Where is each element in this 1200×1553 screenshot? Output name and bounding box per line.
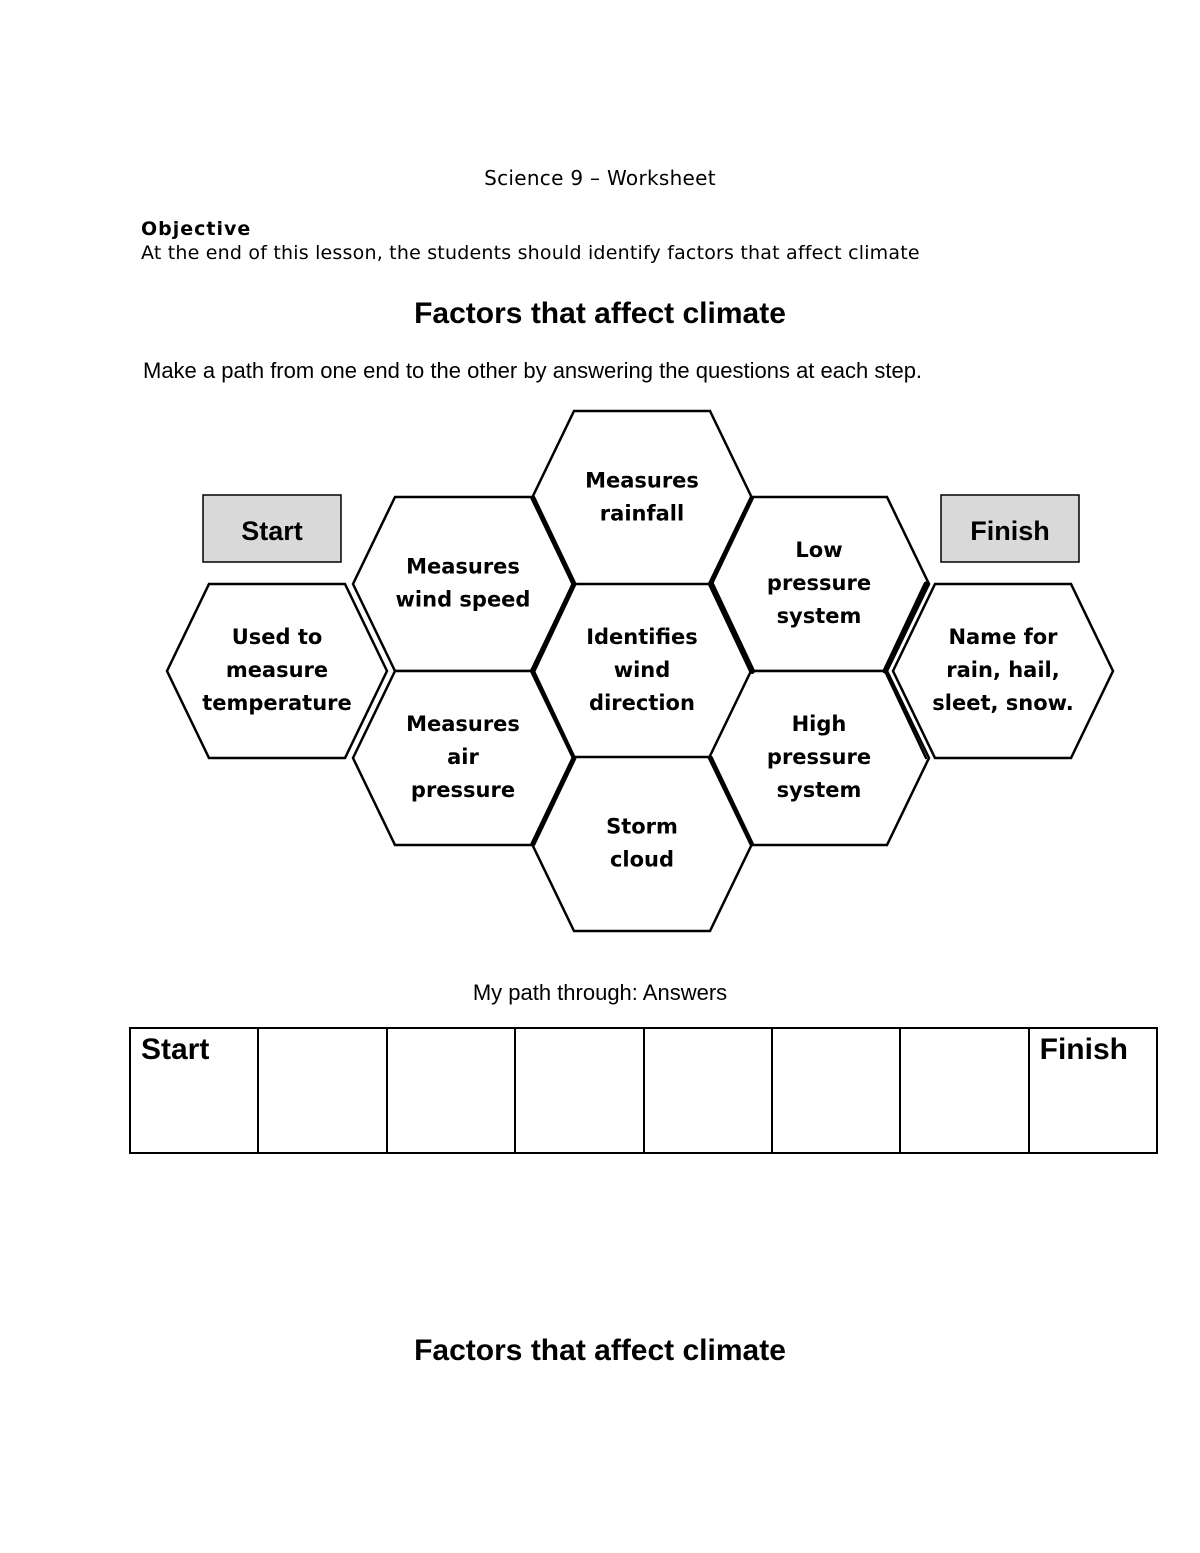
answer-cell[interactable] bbox=[387, 1028, 515, 1153]
finish-box-label: Finish bbox=[970, 516, 1050, 547]
hexagon-label-line: rain, hail, bbox=[946, 658, 1060, 682]
hexagon-label-line: High bbox=[791, 712, 847, 736]
hexagon-label-line: direction bbox=[589, 691, 695, 715]
hexagon-label-line: sleet, snow. bbox=[932, 691, 1074, 715]
hexagon-shape bbox=[532, 411, 752, 585]
hexagon-label-line: Name for bbox=[948, 625, 1058, 649]
answer-cell[interactable] bbox=[515, 1028, 643, 1153]
objective-text: At the end of this lesson, the students should identify factors that affect climate bbox=[141, 242, 920, 264]
page-title-repeat: Factors that affect climate bbox=[414, 1334, 786, 1367]
hexagon-label-line: Measures bbox=[406, 554, 520, 579]
hexagon-label-line: Measures bbox=[585, 468, 699, 493]
hexagon-label-line: Identifies bbox=[586, 625, 698, 649]
answer-cell[interactable] bbox=[644, 1028, 772, 1153]
hexagon-identifies-wind-direction[interactable] bbox=[532, 584, 752, 758]
instruction-text: Make a path from one end to the other by answering the questions at each step. bbox=[143, 358, 923, 383]
answer-cell[interactable] bbox=[900, 1028, 1028, 1153]
answer-row bbox=[130, 1028, 1157, 1153]
hexagon-label-line: wind bbox=[613, 658, 671, 682]
answer-cell[interactable]: Finish bbox=[1029, 1028, 1157, 1153]
hexagon-shape bbox=[353, 497, 573, 671]
hexagon-label-line: system bbox=[776, 604, 862, 628]
answer-table bbox=[129, 1027, 1158, 1154]
page-title: Factors that affect climate bbox=[414, 297, 786, 330]
hexagon-label-line: cloud bbox=[609, 847, 675, 872]
hexagon-label-line: Used to bbox=[231, 625, 323, 649]
hexagon-label-line: Measures bbox=[406, 712, 520, 736]
hexagon-label-line: temperature bbox=[202, 691, 352, 715]
hexagon-measures-air-pressure[interactable] bbox=[353, 671, 573, 845]
hexagon-label-line: rainfall bbox=[599, 501, 685, 526]
start-box bbox=[203, 495, 341, 562]
hexagon-used-to-measure-temperature[interactable] bbox=[167, 584, 387, 758]
finish-box bbox=[941, 495, 1079, 562]
worksheet-header: Science 9 – Worksheet bbox=[484, 166, 716, 190]
hexagon-storm-cloud[interactable] bbox=[532, 757, 752, 931]
hexagon-label-line: wind speed bbox=[395, 587, 531, 612]
hexagon-name-for-precipitation[interactable] bbox=[893, 584, 1113, 758]
hexagon-label-line: Storm bbox=[606, 814, 678, 839]
hexagon-label-line: measure bbox=[225, 658, 329, 682]
hexagon-label-line: air bbox=[447, 745, 479, 769]
hexagon-measures-wind-speed[interactable] bbox=[353, 497, 573, 671]
hexagon-label-line: system bbox=[776, 778, 862, 802]
hexagon-label-line: pressure bbox=[410, 778, 516, 802]
hexagon-shape bbox=[532, 757, 752, 931]
answer-cell[interactable] bbox=[258, 1028, 386, 1153]
start-box-label: Start bbox=[241, 516, 303, 547]
hexagon-measures-rainfall[interactable] bbox=[532, 411, 752, 585]
hexagon-label-line: Low bbox=[795, 538, 843, 562]
answer-cell[interactable]: Start bbox=[130, 1028, 258, 1153]
objective-heading: Objective bbox=[141, 218, 252, 240]
answers-label: My path through: Answers bbox=[472, 980, 728, 1005]
hexagon-label-line: pressure bbox=[766, 571, 872, 595]
hexagon-label-line: pressure bbox=[766, 745, 872, 769]
answer-cell[interactable] bbox=[772, 1028, 900, 1153]
